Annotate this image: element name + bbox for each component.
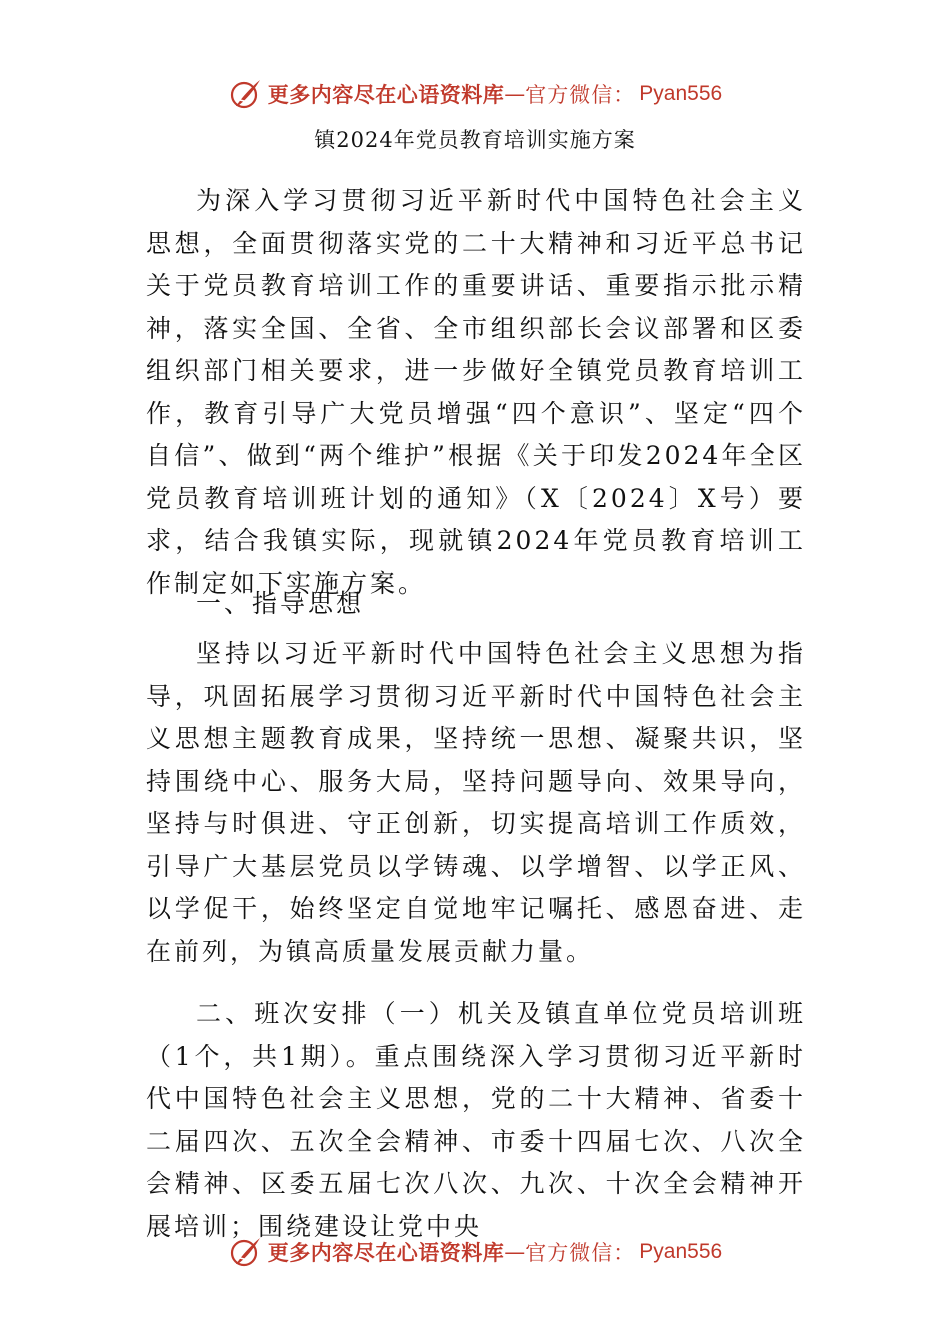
watermark-text: 更多内容尽在心语资料库 xyxy=(267,83,505,107)
section-1-paragraph: 坚持以习近平新时代中国特色社会主义思想为指导，巩固拓展学习贯彻习近平新时代中国特色社会主义思想主题教育成果，坚持统一思想、凝聚共识，坚持围绕中心、服务大局，坚持问题导向、效果导向，坚持与时俱进、守正创新，切实提高培训工作质效，引导广大基层党员以学铸魂、以学增智、以学正风、以学促干，始终坚定自觉地牢记嘱托、感恩奋进、走在前列，为镇高质量发展贡献力量。 xyxy=(146,639,806,966)
intro-paragraph: 为深入学习贯彻习近平新时代中国特色社会主义思想，全面贯彻落实党的二十大精神和习近平总书记关于党员教育培训工作的重要讲话、重要指示批示精神，落实全国、全省、全市组织部长会议部署和区委组织部门相关要求，进一步做好全镇党员教育培训工作，教育引导广大党员增强“四个意识”、坚定“四个自信”、做到“两个维护”根据《关于印发2024年全区党员教育培训班计划的通知》（X〔2024〕X号）要求，结合我镇实际，现就镇2024年党员教育培训工作制定如下实施方案。 xyxy=(146,186,806,598)
watermark-wechat-id: Pyan556 xyxy=(639,82,723,105)
watermark-wechat-label: 官方微信： xyxy=(525,1241,636,1265)
watermark-footer xyxy=(0,1232,950,1272)
watermark-text: 更多内容尽在心语资料库 xyxy=(267,1241,505,1265)
document-title: 镇2024年党员教育培训实施方案 xyxy=(314,128,636,152)
watermark-header xyxy=(0,74,950,114)
section-2-paragraph: 二、班次安排（一）机关及镇直单位党员培训班（1个，共1期）。重点围绕深入学习贯彻习近平新时代中国特色社会主义思想，党的二十大精神、省委十二届四次、五次全会精神、市委十四届七次、八次全会精神、区委五届七次八次、九次、十次全会精神开展培训；围绕建设让党中央 xyxy=(146,999,806,1241)
watermark-wechat-label: 官方微信： xyxy=(525,83,636,107)
watermark-dash: — xyxy=(504,82,526,106)
watermark-dash: — xyxy=(504,1240,526,1264)
quill-logo-icon xyxy=(228,76,264,112)
intro-paragraph-block xyxy=(146,180,806,605)
watermark-wechat-id: Pyan556 xyxy=(639,1240,723,1263)
quill-logo-icon xyxy=(228,1234,264,1270)
section-heading-block xyxy=(146,583,806,626)
section-1-heading: 一、指导思想 xyxy=(196,589,365,618)
section-1-block xyxy=(146,633,806,973)
section-2-block xyxy=(146,993,806,1248)
